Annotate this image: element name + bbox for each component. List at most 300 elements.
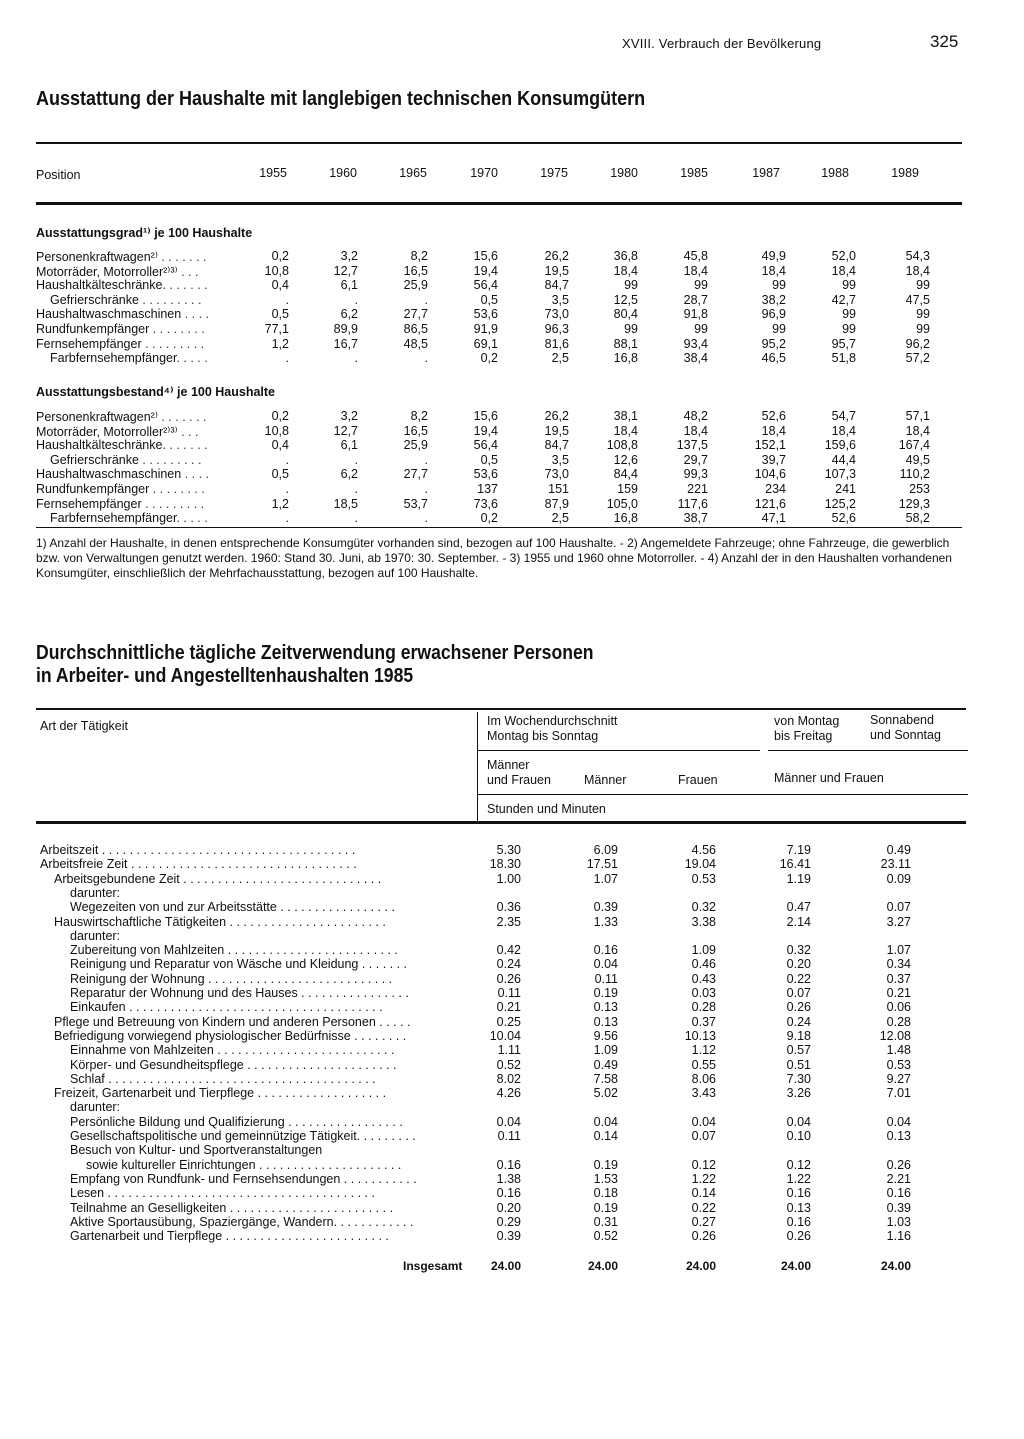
activity-label: Einkaufen . . . . . . . . . . . . . . . . . . . . . . . . . . . . . . . . . . . . . <box>70 1000 383 1015</box>
table-cell: 96,9 <box>761 307 786 322</box>
time-cell: 7.19 <box>786 843 811 857</box>
table-cell: 137,5 <box>676 438 708 453</box>
table-cell: 152,1 <box>754 438 786 453</box>
group-ss-line1: Sonnabend <box>870 713 934 727</box>
table-cell: 84,4 <box>613 467 638 482</box>
activity-label: Befriedigung vorwiegend physiologischer Bedürfnisse . . . . . . . . <box>54 1028 407 1043</box>
list-item <box>40 1158 920 1172</box>
table-cell: 38,2 <box>761 292 786 307</box>
table-cell: 25,9 <box>403 438 428 453</box>
table-cell: 241 <box>835 482 856 496</box>
table-cell: 38,1 <box>613 409 638 423</box>
table-cell: 121,6 <box>754 496 786 511</box>
table-cell: 18,4 <box>761 263 786 278</box>
table-cell: 16,5 <box>403 423 428 438</box>
table-cell: 95,7 <box>831 336 856 351</box>
table-cell: 221 <box>687 482 708 496</box>
list-item <box>40 1143 920 1157</box>
time-cell: 0.04 <box>593 957 618 972</box>
time-cell: 0.49 <box>593 1057 618 1072</box>
time-cell: 0.09 <box>886 871 911 886</box>
time-cell: 0.04 <box>496 1114 521 1129</box>
leader-dots: . . . . <box>181 467 210 482</box>
row-label-text: Fernsehempfänger <box>36 496 142 511</box>
time-cell: 1.09 <box>593 1043 618 1058</box>
table-cell: 54,3 <box>905 249 930 263</box>
table-cell: 19,4 <box>473 263 498 278</box>
time-cell: 0.24 <box>496 957 521 972</box>
list-item <box>40 1229 920 1243</box>
unit-label: Stunden und Minuten <box>487 802 606 816</box>
table-cell: 6,2 <box>340 467 358 482</box>
table-cell: 159 <box>617 482 638 496</box>
time-cell: 1.12 <box>691 1043 716 1058</box>
table-cell: 48,5 <box>403 336 428 351</box>
time-cell: 0.04 <box>886 1114 911 1129</box>
table-cell: 38,7 <box>683 511 708 526</box>
time-cell: 1.07 <box>886 943 911 958</box>
table-cell: 18,4 <box>683 423 708 438</box>
table-cell: 3,2 <box>340 409 358 423</box>
row-label-text: Rundfunkempfänger <box>36 322 150 336</box>
list-item <box>40 1100 920 1114</box>
sub-mf-line2: und Frauen <box>487 773 551 787</box>
time-cell: 0.24 <box>786 1014 811 1029</box>
time-cell: 17.51 <box>586 857 618 872</box>
time-cell: 0.26 <box>786 1000 811 1015</box>
leader-dots: . . . . . . . . <box>149 482 205 496</box>
row-label-text: Fernsehempfänger <box>36 336 142 351</box>
time-cell: 0.16 <box>496 1157 521 1172</box>
table-cell: 16,8 <box>613 351 638 366</box>
time-cell: 12.08 <box>879 1028 911 1043</box>
table-cell: 26,2 <box>544 249 569 263</box>
time-cell: 0.16 <box>786 1214 811 1229</box>
time-cell: 0.31 <box>593 1214 618 1229</box>
activity-label: Persönliche Bildung und Qualifizierung . . . . . . . . . . . . . . . . . <box>70 1114 403 1129</box>
time-cell: 4.56 <box>691 843 716 857</box>
table-cell: 53,6 <box>473 467 498 482</box>
time-cell: 0.32 <box>691 900 716 915</box>
table-cell: 99 <box>916 307 930 322</box>
table-row <box>36 322 966 336</box>
time-cell: 1.03 <box>886 1214 911 1229</box>
table-cell: 18,4 <box>613 263 638 278</box>
list-item <box>40 1072 920 1086</box>
table-cell: 86,5 <box>403 322 428 336</box>
table-cell: 6,2 <box>340 307 358 322</box>
time-cell: 0.16 <box>593 943 618 958</box>
row-label <box>50 351 208 365</box>
time-cell: 0.22 <box>691 1200 716 1215</box>
year-header: 1975 <box>540 166 568 180</box>
page-number: 325 <box>930 32 959 51</box>
table-cell: 87,9 <box>544 496 569 511</box>
time-cell: 0.13 <box>886 1129 911 1143</box>
leader-dots: . . . . . . . . . <box>138 292 202 307</box>
group-week-rule <box>478 750 760 751</box>
table-cell: 18,4 <box>831 423 856 438</box>
table-cell: 2,5 <box>551 511 569 526</box>
table-cell: 48,2 <box>683 409 708 423</box>
table-cell: 12,7 <box>333 263 358 278</box>
time-cell: 0.07 <box>786 986 811 1000</box>
row-label-text: Motorräder, Motorroller²⁾³⁾ <box>36 264 178 279</box>
leader-dots: . . . . . . . <box>157 410 207 424</box>
table-cell: 84,7 <box>544 278 569 293</box>
time-cell: 0.53 <box>886 1057 911 1072</box>
table-cell: 167,4 <box>898 438 930 453</box>
table-cell: 73,6 <box>473 496 498 511</box>
time-cell: 0.26 <box>786 1229 811 1244</box>
list-item <box>40 929 920 943</box>
leader-dots: . . . . . <box>176 511 208 526</box>
table-cell: . <box>285 452 289 467</box>
time-cell: 0.28 <box>886 1014 911 1029</box>
activity-label: Reinigung der Wohnung . . . . . . . . . . . . . . . . . . . . . . . . . . . <box>70 971 393 986</box>
table-row <box>36 293 966 307</box>
time-cell: 7.01 <box>886 1086 911 1101</box>
time-cell: 0.18 <box>593 1186 618 1201</box>
table-row <box>36 278 966 292</box>
time-cell: 3.26 <box>786 1086 811 1101</box>
table-cell: 96,3 <box>544 322 569 336</box>
row-label-text: Motorräder, Motorroller²⁾³⁾ <box>36 424 178 439</box>
time-cell: 3.27 <box>886 914 911 929</box>
sub-mf-line1: Männer <box>487 758 530 772</box>
table1-bottom-rule <box>36 527 962 528</box>
table-cell: 99 <box>842 278 856 293</box>
table-cell: 137 <box>477 482 498 496</box>
table1-header-rule <box>36 202 962 205</box>
table-cell: 42,7 <box>831 292 856 307</box>
table-cell: 91,9 <box>473 322 498 336</box>
table-cell: 58,2 <box>905 511 930 526</box>
total-cell: 24.00 <box>880 1259 911 1273</box>
table-cell: 49,9 <box>761 249 786 263</box>
table-cell: 151 <box>548 482 569 496</box>
table-cell: 99 <box>772 322 786 336</box>
row-label <box>50 511 208 525</box>
table-cell: 27,7 <box>403 467 428 482</box>
time-cell: 0.04 <box>691 1114 716 1129</box>
year-header: 1960 <box>329 166 357 180</box>
leader-dots: . . . . . . . . . <box>138 452 202 467</box>
activity-label: Arbeitsgebundene Zeit . . . . . . . . . . . . . . . . . . . . . . . . . . . . . <box>54 871 382 886</box>
sub-m: Männer <box>584 773 627 787</box>
table-cell: 6,1 <box>340 278 358 293</box>
time-cell: 1.48 <box>886 1043 911 1058</box>
list-item <box>40 886 920 900</box>
time-cell: 0.19 <box>593 1157 618 1172</box>
table-cell: 3,5 <box>551 452 569 467</box>
table-cell: 77,1 <box>264 322 289 336</box>
year-header: 1987 <box>752 166 780 180</box>
row-label <box>36 322 205 336</box>
time-cell: 3.43 <box>691 1086 716 1101</box>
table-cell: 51,8 <box>831 351 856 366</box>
time-cell: 0.46 <box>691 957 716 972</box>
table-cell: 73,0 <box>544 467 569 482</box>
time-cell: 0.39 <box>593 900 618 915</box>
time-cell: 0.29 <box>496 1214 521 1229</box>
table-cell: 99 <box>624 278 638 293</box>
time-cell: 1.16 <box>886 1229 911 1244</box>
time-cell: 4.26 <box>496 1086 521 1101</box>
leader-dots: . . . . . . . . . <box>141 336 205 351</box>
time-cell: 1.38 <box>496 1171 521 1186</box>
row-label <box>50 293 201 307</box>
table-cell: . <box>285 482 289 496</box>
table-cell: 81,6 <box>544 336 569 351</box>
time-cell: 0.39 <box>496 1229 521 1244</box>
table-cell: 39,7 <box>761 452 786 467</box>
time-cell: 7.58 <box>593 1071 618 1086</box>
table-cell: . <box>354 292 358 307</box>
table-cell: 6,1 <box>340 438 358 453</box>
row-label <box>36 409 207 424</box>
activity-label: Arbeitsfreie Zeit . . . . . . . . . . . . . . . . . . . . . . . . . . . . . . . . . <box>40 857 357 872</box>
leader-dots: . . . . . . . . <box>149 322 205 336</box>
activity-label: Reinigung und Reparatur von Wäsche und Kleidung . . . . . . . <box>70 957 408 972</box>
time-cell: 0.27 <box>691 1214 716 1229</box>
sub-f: Frauen <box>678 773 718 787</box>
table-row <box>36 453 966 467</box>
activity-label: Gartenarbeit und Tierpflege . . . . . . . . . . . . . . . . . . . . . . . . <box>70 1229 389 1244</box>
table-cell: 1,2 <box>271 336 289 351</box>
list-item <box>40 857 920 871</box>
time-cell: 0.11 <box>497 986 521 1000</box>
row-label <box>36 497 204 511</box>
time-cell: 0.53 <box>691 871 716 886</box>
section-a-title: Ausstattungsgrad¹⁾ je 100 Haushalte <box>36 226 253 240</box>
row-label <box>36 249 207 264</box>
table-cell: 110,2 <box>899 467 930 482</box>
table-cell: 1,2 <box>271 496 289 511</box>
time-cell: 0.16 <box>786 1186 811 1201</box>
list-item <box>40 1215 920 1229</box>
table-cell: 16,7 <box>333 336 358 351</box>
activity-label: Lesen . . . . . . . . . . . . . . . . . . . . . . . . . . . . . . . . . . . . . . . <box>70 1186 375 1201</box>
table-cell: 2,5 <box>551 351 569 366</box>
time-cell: 0.13 <box>593 1014 618 1029</box>
list-item <box>40 1043 920 1057</box>
table2-title-line1: Durchschnittliche tägliche Zeitverwendung erwachsener Personen <box>36 642 594 664</box>
table-cell: 0,5 <box>271 467 289 482</box>
table-cell: 18,4 <box>905 263 930 278</box>
table-row <box>36 264 966 278</box>
time-cell: 8.02 <box>496 1071 521 1086</box>
time-cell: 0.37 <box>691 1014 716 1029</box>
row-label-text: Farbfernsehempfänger <box>50 511 177 526</box>
time-cell: 2.35 <box>496 914 521 929</box>
time-cell: 7.30 <box>786 1071 811 1086</box>
time-cell: 3.38 <box>691 914 716 929</box>
list-item <box>40 915 920 929</box>
table-cell: 125,2 <box>824 496 856 511</box>
table-cell: 99 <box>916 278 930 293</box>
list-item <box>40 1129 920 1143</box>
table-cell: 44,4 <box>831 452 856 467</box>
table-cell: 56,4 <box>473 438 498 453</box>
time-cell: 0.10 <box>786 1129 811 1143</box>
table1-title: Ausstattung der Haushalte mit langlebigen technischen Konsumgütern <box>36 88 646 110</box>
row-label <box>36 264 198 279</box>
total-cell: 24.00 <box>490 1259 521 1273</box>
time-cell: 1.09 <box>691 943 716 958</box>
list-item <box>40 1015 920 1029</box>
table-cell: 108,8 <box>606 438 638 453</box>
table-cell: . <box>354 482 358 496</box>
table-cell: 159,6 <box>824 438 856 453</box>
list-item <box>40 972 920 986</box>
activity-label: sowie kultureller Einrichtungen . . . . . . . . . . . . . . . . . . . . . <box>86 1157 402 1172</box>
table-cell: 129,3 <box>898 496 930 511</box>
time-cell: 0.16 <box>886 1186 911 1201</box>
time-cell: 0.11 <box>497 1129 521 1143</box>
table-cell: 52,0 <box>831 249 856 263</box>
table-cell: 10,8 <box>264 263 289 278</box>
table-cell: 96,2 <box>905 336 930 351</box>
table-cell: 0,2 <box>271 409 289 423</box>
leader-dots: . . . . . . . . . <box>141 496 205 511</box>
list-item <box>40 1115 920 1129</box>
total-cell: 24.00 <box>685 1259 716 1273</box>
list-item <box>40 1029 920 1043</box>
time-cell: 23.11 <box>880 857 911 872</box>
year-header: 1988 <box>821 166 849 180</box>
table-cell: 84,7 <box>544 438 569 453</box>
time-cell: 18.30 <box>489 857 521 872</box>
list-item <box>40 900 920 914</box>
row-label <box>36 337 204 351</box>
table-cell: 99 <box>772 278 786 293</box>
table-row <box>36 497 966 511</box>
time-cell: 16.41 <box>779 857 811 872</box>
time-cell: 0.28 <box>691 1000 716 1015</box>
time-cell: 0.43 <box>691 971 716 986</box>
leader-dots: . . . . . . . <box>162 278 208 293</box>
time-cell: 0.37 <box>886 971 911 986</box>
time-cell: 0.16 <box>496 1186 521 1201</box>
leader-dots: . . . <box>177 424 199 439</box>
table-cell: 117,6 <box>677 496 708 511</box>
table-cell: 99 <box>624 322 638 336</box>
table-cell: 8,2 <box>410 249 428 263</box>
row-label <box>36 307 209 321</box>
activity-label: Reparatur der Wohnung und des Hauses . . . . . . . . . . . . . . . . <box>70 986 409 1000</box>
time-cell: 9.56 <box>593 1028 618 1043</box>
time-cell: 0.07 <box>691 1129 716 1143</box>
table2-vertical-rule <box>477 712 478 822</box>
table-cell: 0,2 <box>480 351 498 366</box>
table-cell: 52,6 <box>831 511 856 526</box>
table-cell: 99 <box>694 278 708 293</box>
time-cell: 0.21 <box>886 986 911 1000</box>
year-header: 1970 <box>470 166 498 180</box>
table-cell: 47,1 <box>761 511 786 526</box>
table-cell: 19,5 <box>544 423 569 438</box>
year-header: 1989 <box>891 166 919 180</box>
row-label-text: Rundfunkempfänger <box>36 482 150 496</box>
table-row <box>36 351 966 365</box>
table-cell: 18,5 <box>333 496 358 511</box>
table-cell: 88,1 <box>613 336 638 351</box>
row-label-text: Gefrierschränke <box>50 292 139 307</box>
table-cell: . <box>424 511 428 526</box>
table-cell: 29,7 <box>683 452 708 467</box>
table-cell: 16,8 <box>613 511 638 526</box>
time-cell: 0.26 <box>691 1229 716 1244</box>
table-cell: 12,7 <box>333 423 358 438</box>
time-cell: 1.33 <box>593 914 618 929</box>
table-cell: 18,4 <box>613 423 638 438</box>
table-row <box>36 307 966 321</box>
row-label <box>50 453 201 467</box>
sub-header-rule <box>478 794 968 795</box>
time-cell: 0.55 <box>691 1057 716 1072</box>
list-item <box>40 1086 920 1100</box>
group-mf-line1: von Montag <box>774 714 840 728</box>
time-cell: 0.11 <box>594 971 618 986</box>
table-cell: . <box>424 482 428 496</box>
time-cell: 0.52 <box>496 1057 521 1072</box>
time-cell: 1.00 <box>496 871 521 886</box>
time-cell: 2.14 <box>786 914 811 929</box>
total-cell: 24.00 <box>587 1259 618 1273</box>
time-cell: 0.34 <box>886 957 911 972</box>
row-label <box>36 482 205 496</box>
table-row <box>36 337 966 351</box>
list-item <box>40 943 920 957</box>
row-label <box>36 438 208 452</box>
activity-label: darunter: <box>70 885 121 900</box>
time-cell: 0.03 <box>691 986 716 1000</box>
table2-top-rule <box>36 708 966 710</box>
col-activity-header: Art der Tätigkeit <box>40 719 129 733</box>
table-cell: 47,5 <box>905 292 930 307</box>
row-label-text: Haushaltwaschmaschinen <box>36 467 182 482</box>
row-label-text: Personenkraftwagen²⁾ <box>36 410 158 424</box>
table-cell: 0,2 <box>480 511 498 526</box>
table-cell: 54,7 <box>831 409 856 423</box>
table-cell: 0,4 <box>271 278 289 293</box>
table-cell: 18,4 <box>905 423 930 438</box>
table-cell: . <box>424 452 428 467</box>
table-cell: 25,9 <box>403 278 428 293</box>
table-cell: 36,8 <box>613 249 638 263</box>
year-header: 1980 <box>610 166 638 180</box>
time-cell: 0.36 <box>496 900 521 915</box>
time-cell: 9.18 <box>786 1028 811 1043</box>
list-item <box>40 986 920 1000</box>
table-cell: 69,1 <box>473 336 498 351</box>
activity-label: Körper- und Gesundheitspflege . . . . . . . . . . . . . . . . . . . . . . <box>70 1057 397 1072</box>
table-cell: 12,6 <box>613 452 638 467</box>
time-cell: 6.09 <box>593 843 618 857</box>
activity-label: Hauswirtschaftliche Tätigkeiten . . . . . . . . . . . . . . . . . . . . . . . <box>54 914 386 929</box>
list-item <box>40 957 920 971</box>
table-row <box>36 249 966 263</box>
table-cell: . <box>285 292 289 307</box>
time-cell: 0.32 <box>786 943 811 958</box>
activity-label: Besuch von Kultur- und Sportveranstaltungen <box>70 1143 323 1158</box>
group-week-line2: Montag bis Sonntag <box>487 729 599 743</box>
list-item <box>40 1000 920 1014</box>
time-cell: 0.12 <box>691 1157 716 1172</box>
time-cell: 0.21 <box>496 1000 521 1015</box>
table-cell: 0,2 <box>271 249 289 263</box>
